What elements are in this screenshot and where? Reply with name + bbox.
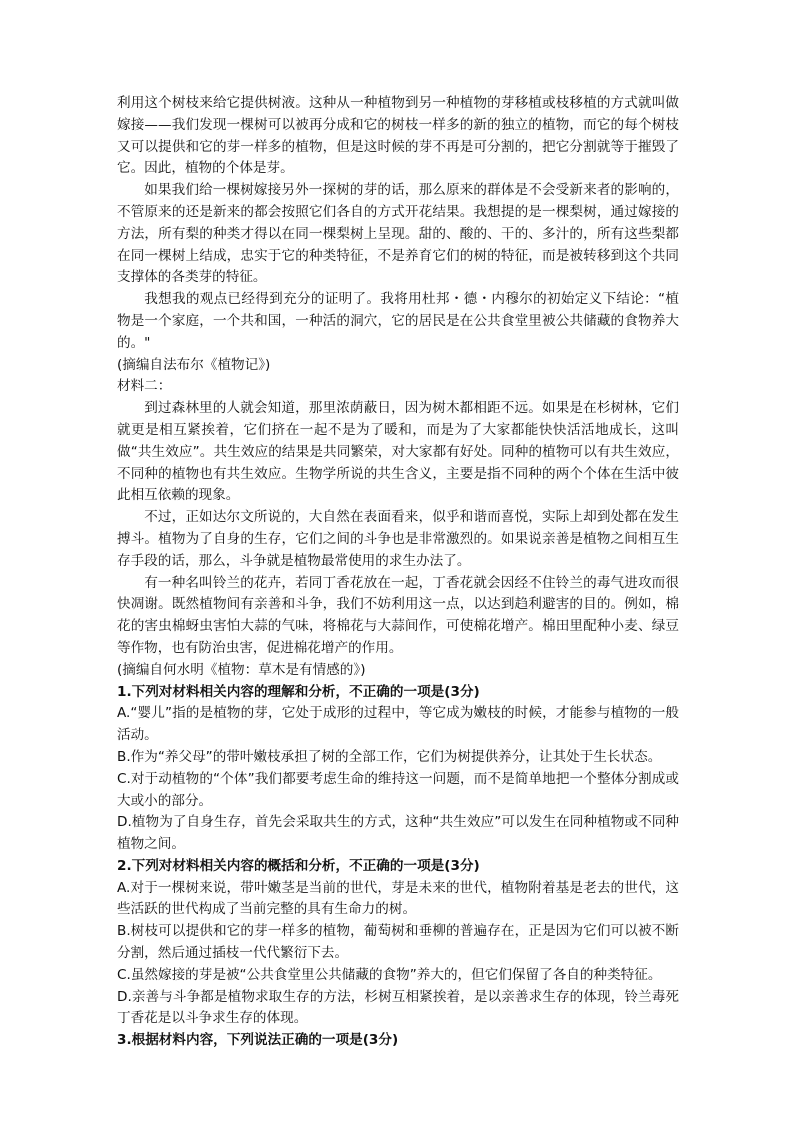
material1-para2: 如果我们给一棵树嫁接另外一探树的芽的话，那么原来的群体是不会受新来者的影响的，不管原来的还是新来的都会按照它们各自的方式开花结果。我想提的是一棵梨树，通过嫁接的方法，所有梨的种类才得以在同一棵梨树上呈现。甜的、酸的、干的、多汁的，所有这些梨都在同一棵树上结成，忠实于它的种类特征，不是养育它们的树的特征，而是被转移到这个共同支撑体的各类芽的特征。	[117, 182, 679, 286]
material2-para1: 到过森林里的人就会知道，那里浓荫蔽日，因为树木都相距不远。如果是在杉树林，它们就更是相互紧挨着，它们挤在一起不是为了暖和，而是为了大家都能快快活活地成长，这叫做“共生效应”。共生效应的结果是共同繁荣，对大家都有好处。同种的植物可以有共生效应，不同种的植物也有共生效应。生物学所说的共生含义，主要是指不同种的两个个体在生活中彼此相互依赖的现象。	[117, 400, 679, 504]
material1-source: (摘编自法布尔《植物记》)	[117, 356, 271, 373]
question-1-option-b: B.作为“养父母”的带叶嫩枝承担了树的全部工作，它们为树提供养分，让其处于生长状态。	[117, 748, 662, 765]
question-2-option-b: B.树枝可以提供和它的芽一样多的植物，葡萄树和垂柳的普遍存在，正是因为它们可以被不断分割，然后通过插枝一代代繁衍下去。	[117, 923, 679, 962]
question-1-stem: 1.下列对材料相关内容的理解和分析，不正确的一项是(3分)	[117, 683, 480, 700]
material2-heading: 材料二：	[117, 378, 172, 395]
material2-source: (摘编自何水明《植物：草木是有情感的》)	[117, 661, 366, 678]
question-1-option-a: A.“婴儿”指的是植物的芽，它处于成形的过程中，等它成为嫩枝的时候，才能参与植物的一般活动。	[117, 705, 679, 744]
material1-para3: 我想我的观点已经得到充分的证明了。我将用杜邦・德・内穆尔的初始定义下结论：“植物是一个家庭，一个共和国，一种活的洞穴，它的居民是在公共食堂里被公共储藏的食物养大的。"	[117, 291, 679, 351]
question-3-stem: 3.根据材料内容，下列说法正确的一项是(3分)	[117, 1032, 399, 1049]
material2-para3: 有一种名叫铃兰的花卉，若同丁香花放在一起，丁香花就会因经不住铃兰的毒气进攻而很快凋谢。既然植物间有亲善和斗争，我们不妨利用这一点，以达到趋利避害的目的。例如，棉花的害虫棉蚜虫害怕大蒜的气味，将棉花与大蒜间作，可使棉花增产。棉田里配种小麦、绿豆等作物，也有防治虫害，促进棉花增产的作用。	[117, 574, 679, 656]
question-2-option-c: C.虽然嫁接的芽是被“公共食堂里公共储藏的食物”养大的，但它们保留了各自的种类特征。	[117, 966, 662, 983]
material1-para1: 利用这个树枝来给它提供树液。这种从一种植物到另一种植物的芽移植或枝移植的方式就叫做嫁接——我们发现一棵树可以被再分成和它的树枝一样多的新的独立的植物，而它的每个树枝又可以提供和它的芽一样多的植物，但是这时候的芽不再是可分割的，把它分割就等于摧毁了它。因此，植物的个体是芽。	[117, 95, 679, 177]
question-2-option-a: A.对于一棵树来说，带叶嫩茎是当前的世代，芽是未来的世代，植物附着基是老去的世代，这些活跃的世代构成了当前完整的具有生命力的树。	[117, 879, 679, 918]
question-2-stem: 2.下列对材料相关内容的概括和分析，不正确的一项是(3分)	[117, 857, 480, 874]
question-1-option-d: D.植物为了自身生存，首先会采取共生的方式，这种“共生效应”可以发生在同种植物或不同种植物之间。	[117, 814, 679, 853]
document-page	[117, 93, 679, 1052]
material2-para2: 不过，正如达尔文所说的，大自然在表面看来，似乎和谐而喜悦，实际上却到处都在发生搏斗。植物为了自身的生存，它们之间的斗争也是非常激烈的。如果说亲善是植物之间相互生存手段的话，那么，斗争就是植物最常使用的求生办法了。	[117, 509, 679, 569]
question-2-option-d: D.亲善与斗争都是植物求取生存的方法，杉树互相紧挨着，是以亲善求生存的体现，铃兰毒死丁香花是以斗争求生存的体现。	[117, 988, 679, 1027]
question-1-option-c: C.对于动植物的“个体”我们都要考虑生命的维持这一问题，而不是简单地把一个整体分割成或大或小的部分。	[117, 770, 679, 809]
